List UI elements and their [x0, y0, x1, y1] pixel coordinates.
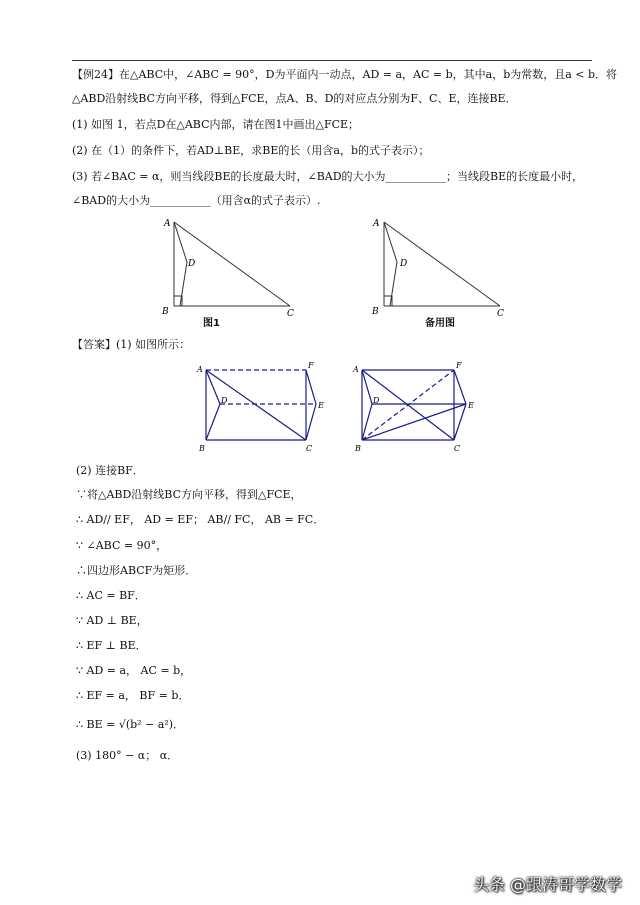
answer-step-5: ∴ AC = BF． — [76, 589, 146, 602]
figure-1-caption: 图1 — [203, 318, 220, 329]
header-rule — [72, 60, 592, 61]
answer-step-2: ∴ AD// EF， AD = EF； AB// FC， AB = FC． — [76, 513, 325, 526]
answer-part-3: (3) 180° − α； α． — [76, 749, 179, 762]
ans1-label-b: B — [199, 444, 205, 453]
answer-part-1: 【答案】(1) 如图所示： — [72, 338, 191, 351]
fig2-label-d: D — [400, 259, 408, 269]
fig1-label-d: D — [188, 259, 196, 269]
ans2-label-a: A — [353, 365, 359, 374]
answer-step-10: ∴ BE = √(b² − a²)． — [76, 718, 185, 731]
answer-step-9: ∴ EF = a， BF = b． — [76, 689, 190, 702]
ans2-label-e: E — [468, 401, 474, 410]
fig2-label-a: A — [373, 219, 380, 229]
fig2-label-b: B — [372, 307, 379, 317]
answer-step-7: ∴ EF ⊥ BE． — [76, 639, 147, 652]
ans1-label-e: E — [318, 401, 324, 410]
problem-line-1: 【例24】在△ABC中，∠ABC = 90°，D为平面内一动点，AD = a，AC = b，其中a，b为常数，且a < b．将 — [72, 68, 618, 81]
answer-figure-2 — [350, 360, 486, 456]
ans1-label-d: D — [221, 396, 228, 405]
figure-spare — [366, 212, 516, 320]
ans2-label-f: F — [456, 361, 462, 370]
figure-1 — [160, 212, 310, 320]
figure-spare-caption: 备用图 — [425, 318, 455, 329]
ans2-label-c: C — [454, 444, 461, 453]
fig2-label-c: C — [497, 309, 504, 319]
fig1-label-c: C — [287, 309, 294, 319]
answer-step-1: ∵将△ABD沿射线BC方向平移，得到△FCE， — [76, 488, 302, 501]
ans1-label-c: C — [306, 444, 313, 453]
answer-figure-1 — [194, 360, 330, 456]
fig1-label-a: A — [164, 219, 171, 229]
ans1-label-a: A — [197, 365, 203, 374]
question-1: (1) 如图 1，若点D在△ABC内部，请在图1中画出△FCE； — [72, 118, 360, 131]
answer-part-2: (2) 连接BF． — [76, 464, 144, 477]
answer-step-3: ∵ ∠ABC = 90°， — [76, 539, 168, 552]
watermark: 头条 @跟涛哥学数学 — [472, 875, 622, 894]
question-3a: (3) 若∠BAC = α，则当线段BE的长度最大时，∠BAD的大小为___________；当线段BE的长度最小时， — [72, 170, 584, 183]
question-3b: ∠BAD的大小为___________（用含α的式子表示）. — [72, 194, 321, 207]
question-2: (2) 在（1）的条件下，若AD⊥BE，求BE的长（用含a，b的式子表示）； — [72, 144, 430, 157]
answer-step-4: ∴四边形ABCF为矩形． — [76, 564, 197, 577]
answer-step-8: ∵ AD = a， AC = b， — [76, 664, 192, 677]
fig1-label-b: B — [162, 307, 169, 317]
ans2-label-d: D — [373, 396, 380, 405]
answer-step-6: ∵ AD ⊥ BE， — [76, 614, 148, 627]
ans1-label-f: F — [308, 361, 314, 370]
problem-line-2: △ABD沿射线BC方向平移，得到△FCE，点A、B、D的对应点分别为F、C、E，连接BE． — [72, 92, 517, 105]
ans2-label-b: B — [355, 444, 361, 453]
